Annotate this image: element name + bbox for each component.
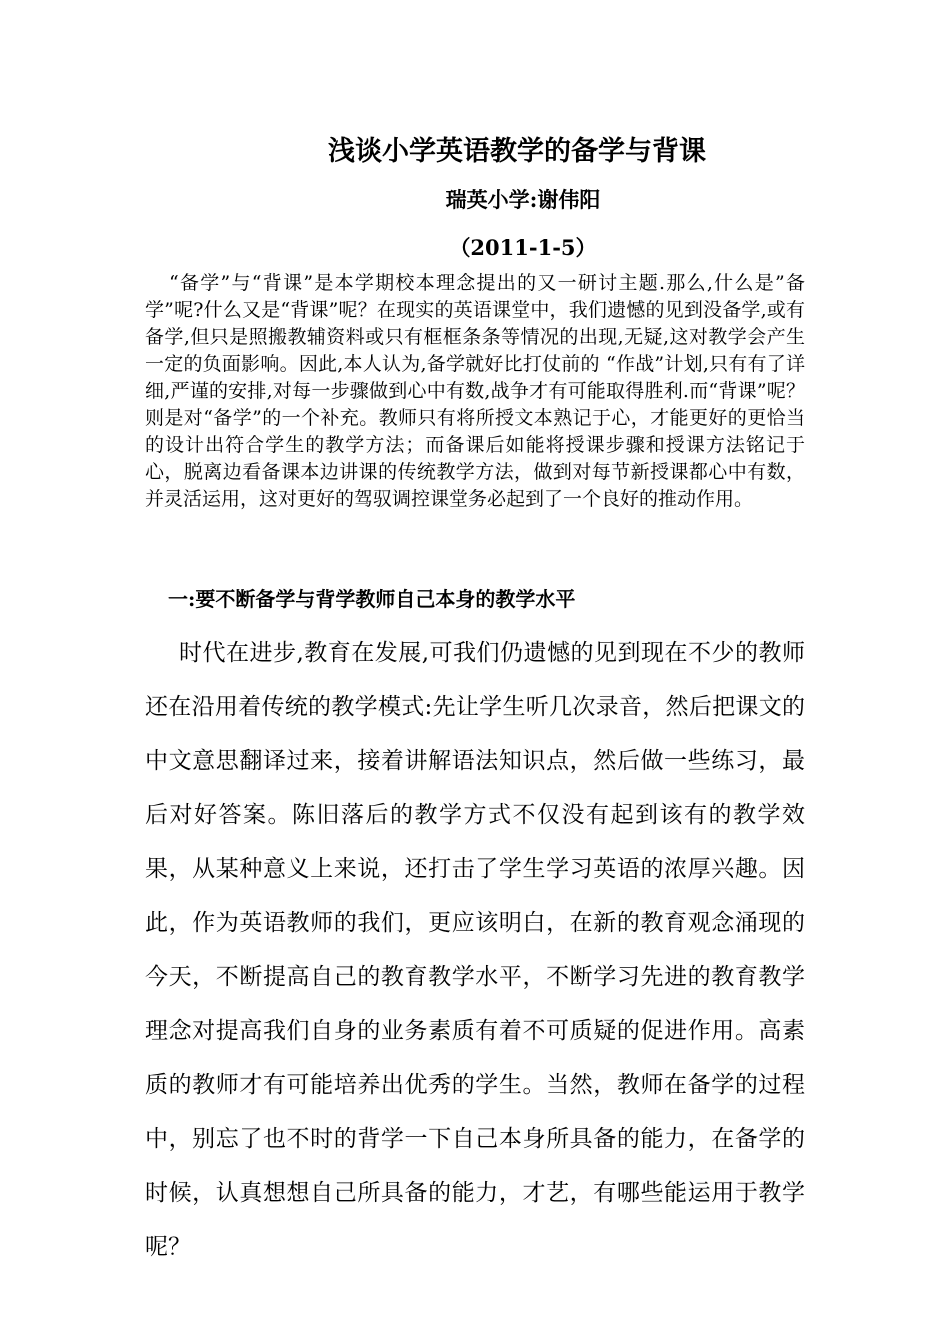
body-paragraph: 时代在进步,教育在发展,可我们仍遗憾的见到现在不少的教师还在沿用着传统的教学模式:先让学生听几次录音，然后把课文的中文意思翻译过来，接着讲解语法知识点，然后做一些练习，最后对好答案。陈旧落后的教学方式不仅没有起到该有的教学效果，从某种意义上来说，还打击了学生学习英语的浓厚兴趣。因此，作为英语教师的我们，更应该明白，在新的教育观念涌现的今天，不断提高自己的教育教学水平，不断学习先进的教育教学理念对提高我们自身的业务素质有着不可质疑的促进作用。高素质的教师才有可能培养出优秀的学生。当然，教师在备学的过程中，别忘了也不时的背学一下自己本身所具备的能力，在备学的时候，认真想想自己所具备的能力，才艺，有哪些能运用于教学呢？ — [145, 640, 805, 1260]
section-heading: 一:要不断备学与背学教师自己本身的教学水平 — [168, 587, 576, 611]
document-title: 浅谈小学英语教学的备学与背课 — [328, 136, 706, 167]
intro-paragraph: “备学”与“背课”是本学期校本理念提出的又一研讨主题.那么,什么是”备学”呢?什么又是“背课”呢？在现实的英语课堂中，我们遗憾的见到没备学,或有备学,但只是照搬教辅资料或只有框框条条等情况的出现,无疑,这对教学会产生一定的负面影响。因此,本人认为,备学就好比打仗前的 “作战”计划,只有有了详细,严谨的安排,对每一步骤做到心中有数,战争才有可能取得胜利.而“背课”呢？则是对“备学”的一个补充。教师只有将所授文本熟记于心，才能更好的更恰当的设计出符合学生的教学方法；而备课后如能将授课步骤和授课方法铭记于心，脱离边看备课本边讲课的传统教学方法，做到对每节新授课都心中有数，并灵活运用，这对更好的驾驭调控课堂务必起到了一个良好的推动作用。 — [145, 272, 805, 510]
document-date: （2011-1-5） — [449, 235, 597, 260]
document-author: 瑞英小学:谢伟阳 — [445, 187, 601, 212]
